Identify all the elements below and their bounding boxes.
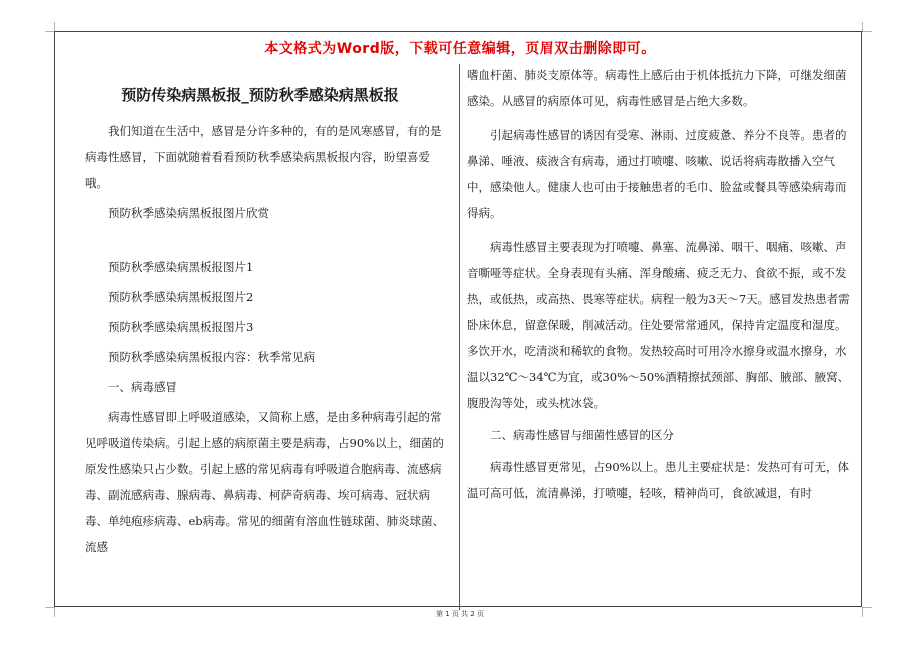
image-placeholder (85, 226, 445, 254)
intro-paragraph: 我们知道在生活中，感冒是分许多种的，有的是风寒感冒，有的是病毒性感冒，下面就随着看看预防秋季感染病黑板报内容，盼望喜爱哦。 (85, 124, 442, 190)
crop-mark-top-left (45, 22, 55, 32)
page-number: 第 1 页 共 2 页 (435, 610, 485, 618)
image-caption-3: 预防秋季感染病黑板报图片3 (108, 320, 254, 334)
content-heading: 预防秋季感染病黑板报内容：秋季常见病 (108, 350, 315, 364)
body-paragraph: 病毒性感冒更常见，占90%以上。患儿主要症状是：发热可有可无，体温可高可低，流清鼻涕，打喷嚏，轻咳，精神尚可，食欲减退，有时 (467, 460, 850, 500)
section-heading-images: 预防秋季感染病黑板报图片欣赏 (108, 206, 269, 220)
section-heading-2: 二、病毒性感冒与细菌性感冒的区分 (490, 428, 674, 442)
body-paragraph: 引起病毒性感冒的诱因有受寒、淋雨、过度疲惫、养分不良等。患者的鼻涕、唾液、痰液含有病毒，通过打喷嚏、咳嗽、说话将病毒散播入空气中，感染他人。健康人也可由于接触患者的毛巾、脸盆或餐具等感染病毒而得病。 (467, 128, 847, 220)
body-paragraph: 病毒性感冒主要表现为打喷嚏、鼻塞、流鼻涕、咽干、咽痛、咳嗽、声音嘶哑等症状。全身表现有头痛、浑身酸痛、疲乏无力、食欲不振，或不发热，或低热，或高热、畏寒等症状。病程一般为3天～7天。感冒发热患者需卧床休息，留意保暖，削减活动。住处要常常通风，保持肯定温度和湿度。多饮开水，吃清淡和稀软的食物。发热较高时可用冷水擦身或温水擦身，水温以32℃～34℃为宜，或30%～50%酒精擦拭颈部、胸部、腋部、腋窝、腹股沟等处，或头枕冰袋。 (467, 240, 850, 410)
image-caption-1: 预防秋季感染病黑板报图片1 (108, 260, 254, 274)
document-title: 预防传染病黑板报_预防秋季感染病黑板报 (121, 86, 399, 104)
section-heading-1: 一、病毒感冒 (108, 380, 177, 394)
right-column (467, 62, 852, 506)
body-paragraph: 病毒性感冒即上呼吸道感染，又简称上感，是由多种病毒引起的常见呼吸道传染病。引起上感的病原菌主要是病毒，占90%以上，细菌的原发性感染只占少数。引起上感的常见病毒有呼吸道合胞病毒、流感病毒、副流感病毒、腺病毒、鼻病毒、柯萨奇病毒、埃可病毒、冠状病毒、单纯疱疹病毒、eb病毒。常见的细菌有溶血性链球菌、肺炎球菌、流感 (85, 410, 445, 554)
body-paragraph: 嗜血杆菌、肺炎支原体等。病毒性上感后由于机体抵抗力下降，可继发细菌感染。从感冒的病原体可见，病毒性感冒是占绝大多数。 (467, 68, 847, 108)
crop-mark-top-right (862, 22, 872, 32)
column-divider (459, 64, 460, 610)
header-notice: 本文格式为Word版，下载可任意编辑，页眉双击删除即可。 (264, 41, 656, 57)
image-caption-2: 预防秋季感染病黑板报图片2 (108, 290, 254, 304)
left-column (85, 118, 445, 560)
